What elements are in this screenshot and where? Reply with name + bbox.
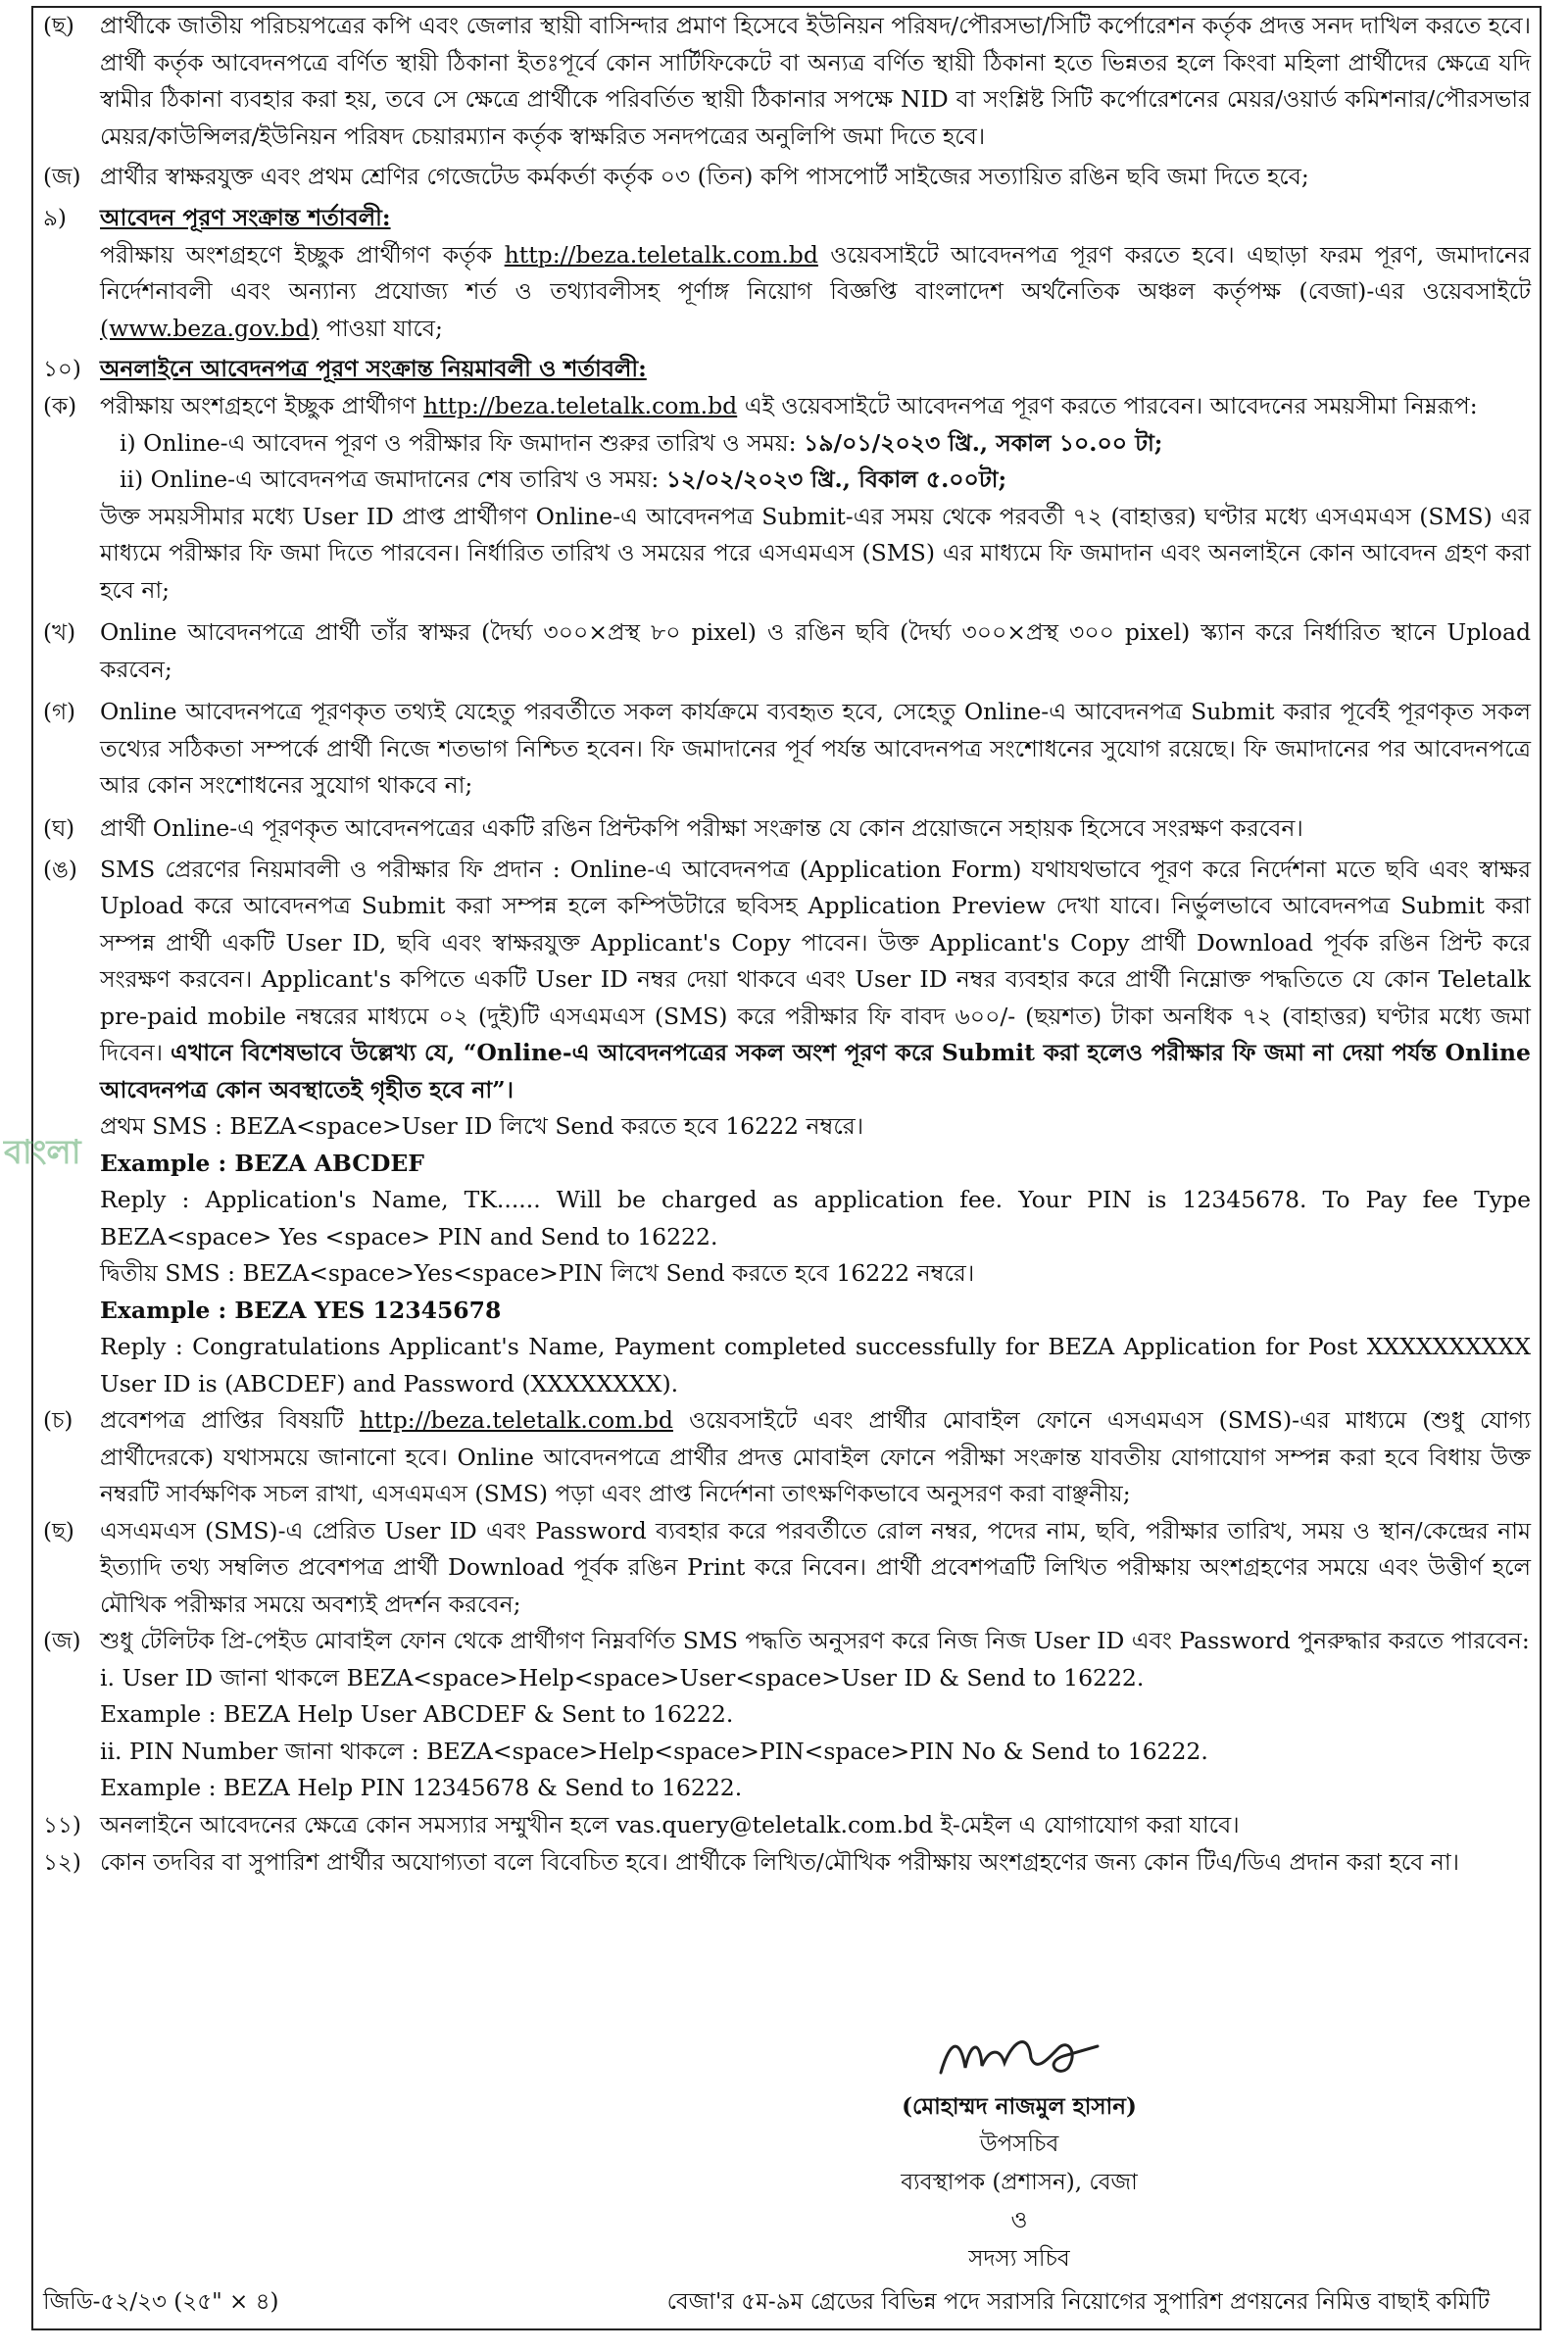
recovery-example-1: Example : BEZA Help User ABCDEF & Sent to 16222.	[100, 1700, 734, 1728]
clause-kha	[43, 614, 1531, 688]
sms-example-1: Example : BEZA ABCDEF	[100, 1149, 424, 1177]
signatory-role: ব্যবস্থাপক (প্রশাসন), বেজা	[901, 2170, 1138, 2195]
clause-text: প্রার্থী Online-এ পূরণকৃত আবেদনপত্রের একটি রঙিন প্রিন্টকপি পরীক্ষা সংক্রান্ত যে কোন প্রয়োজনে সহায়ক হিসেবে সংরক্ষণ করবেন।	[100, 813, 1303, 842]
section-title: আবেদন পূরণ সংক্রান্ত শর্তাবলী:	[100, 204, 391, 231]
section-text: ই-মেইল এ যোগাযোগ করা যাবে।	[940, 1810, 1240, 1838]
clause-gha	[43, 810, 1531, 848]
clause-marker: (চ)	[43, 1408, 74, 1434]
section-11	[43, 1807, 1531, 1844]
section-9	[43, 200, 1531, 347]
clause-ka	[43, 388, 1531, 609]
section-12	[43, 1844, 1531, 1882]
support-email-link[interactable]: vas.query@teletalk.com.bd	[615, 1810, 934, 1838]
end-date-label: ii) Online-এ আবেদনপত্র জমাদানের শেষ তারিখ ও সময়:	[120, 466, 660, 493]
recovery-example-2: Example : BEZA Help PIN 12345678 & Send to 16222.	[100, 1774, 743, 1801]
clause-marker: (খ)	[43, 620, 76, 646]
signatory-title: উপসচিব	[979, 2132, 1059, 2157]
clause-umo	[43, 852, 1531, 1403]
sms-reply-1: Reply : Application's Name, TK...... Will be charged as application fee. Your PIN is 12345678. To Pay fee Type BEZA<space> Yes <space> PIN and Send to 16222.	[100, 1186, 1531, 1250]
clause-text: প্রার্থীর স্বাক্ষরযুক্ত এবং প্রথম শ্রেণির গেজেটেড কর্মকর্তা কর্তৃক ০৩ (তিন) কপি পাসপোর্ট সাইজের সত্যায়িত রঙিন ছবি জমা দিতে হবে;	[100, 163, 1309, 190]
clause-marker: (জ)	[43, 165, 81, 190]
clause-text: SMS প্রেরণের নিয়মাবলী ও পরীক্ষার ফি প্রদান : Online-এ আবেদনপত্র (Application Form) যথাযথভাবে পূরণ করে নির্দেশনা মতে ছবি এবং স্বাক্ষর Upload করে আবেদনপত্র Submit করা সম্পন্ন হলে কম্পিউটারে ছবিসহ Application Preview দেখা যাবে। নির্ভুলভাবে আবেদনপত্র Submit করা সম্পন্ন প্রার্থী একটি User ID, ছবি এবং স্বাক্ষরযুক্ত Applicant's Copy পাবেন। উক্ত Applicant's Copy প্রার্থী Download পূর্বক রঙিন প্রিন্ট করে সংরক্ষণ করবেন। Applicant's কপিতে একটি User ID নম্বর দেয়া থাকবে এবং User ID নম্বর ব্যবহার করে প্রার্থী নিম্নোক্ত পদ্ধতিতে যে কোন Teletalk pre-paid mobile নম্বরের মাধ্যমে ০২ (দুই)টি এসএমএস (SMS) করে পরীক্ষার ফি বাবদ ৬০০/- (ছয়শত) টাকা অনধিক ৭২ (বাহাত্তর) ঘণ্টার মধ্যে জমা দিবেন।	[100, 855, 1531, 1066]
footer-committee: বেজা'র ৫ম-৯ম গ্রেডের বিভিন্ন পদে সরাসরি নিয়োগের সুপারিশ প্রণয়নের নিমিত্ত বাছাই কমিটি	[666, 2289, 1490, 2315]
section-text: অনলাইনে আবেদনের ক্ষেত্রে কোন সমস্যার সম্মুখীন হলে	[100, 1810, 610, 1838]
section-text: কোন তদবির বা সুপারিশ প্রার্থীর অযোগ্যতা বলে বিবেচিত হবে। প্রার্থীকে লিখিত/মৌখিক পরীক্ষায় অংশগ্রহণের জন্য কোন টিএ/ডিএ প্রদান করা হবে না।	[100, 1847, 1460, 1876]
signatory-role-2: সদস্য সচিব	[968, 2246, 1070, 2272]
signature-block	[823, 2019, 1215, 2278]
end-date-value: ১২/০২/২০২৩ খ্রি., বিকাল ৫.০০টা;	[665, 466, 1007, 493]
clause-ga	[43, 694, 1531, 805]
section-text: ওয়েবসাইটে আবেদনপত্র পূরণ করতে হবে। এছাড়া ফরম পূরণ, জমাদানের নির্দেশনাবলী এবং অন্যান্য প্রযোজ্য শর্ত ও তথ্যাবলীসহ পূর্ণাঙ্গ নিয়োগ বিজ্ঞপ্তি বাংলাদেশ অর্থনৈতিক অঞ্চল কর্তৃপক্ষ (বেজা)-এর ওয়েবসাইটে	[100, 240, 1531, 305]
section-text: পাওয়া যাবে;	[325, 314, 443, 342]
signatory-name: (মোহাম্মদ নাজমুল হাসান)	[902, 2093, 1137, 2120]
clause-marker: (জ)	[43, 1629, 81, 1654]
clause-marker: (গ)	[43, 700, 76, 725]
start-date-value: ১৯/০১/২০২৩ খ্রি., সকাল ১০.০০ টা;	[804, 428, 1163, 457]
clause-text: শুধু টেলিটক প্রি-পেইড মোবাইল ফোন থেকে প্রার্থীগণ নিম্নবর্ণিত SMS পদ্ধতি অনুসরণ করে নিজ নিজ User ID এবং Password পুনরুদ্ধার করতে পারবেন:	[100, 1627, 1530, 1654]
signatory-and: ও	[1010, 2208, 1028, 2233]
clause-text: এই ওয়েবসাইটে আবেদনপত্র পূরণ করতে পারবেন। আবেদনের সময়সীমা নিম্নরূপ:	[744, 392, 1478, 419]
clause-ja-1	[43, 159, 1531, 196]
clause-marker: (ছ)	[43, 14, 74, 39]
sms-second: দ্বিতীয় SMS : BEZA<space>Yes<space>PIN লিখে Send করতে হবে 16222 নম্বরে।	[100, 1259, 975, 1287]
section-text: পরীক্ষায় অংশগ্রহণে ইচ্ছুক প্রার্থীগণ কর্তৃক	[100, 240, 493, 269]
clause-marker: (ক)	[43, 394, 77, 419]
clause-marker: (ঘ)	[43, 815, 75, 842]
clause-text: প্রবেশপত্র প্রাপ্তির বিষয়টি	[100, 1406, 344, 1434]
clause-text: প্রার্থীকে জাতীয় পরিচয়পত্রের কপি এবং জেলার স্থায়ী বাসিন্দার প্রমাণ হিসেবে ইউনিয়ন পরিষদ/পৌরসভা/সিটি কর্পোরেশন কর্তৃক প্রদত্ত সনদ দাখিল করতে হবে। প্রার্থী কর্তৃক আবেদনপত্রে বর্ণিত স্থায়ী ঠিকানা ইতঃপূর্বে কোন সার্টিফিকেটে বা অন্যত্র বর্ণিত স্থায়ী ঠিকানা হতে ভিন্নতর হলে কিংবা মহিলা প্রার্থীদের ক্ষেত্রে যদি স্বামীর ঠিকানা ব্যবহার করা হয়, তবে সে ক্ষেত্রে প্রার্থীকে পরিবর্তিত স্থায়ী ঠিকানার সপক্ষে NID বা সংশ্লিষ্ট সিটি কর্পোরেশনের মেয়র/ওয়ার্ড কমিশনার/পৌরসভার মেয়র/কাউন্সিলর/ইউনিয়ন পরিষদ চেয়ারম্যান কর্তৃক স্বাক্ষরিত সনদপত্রের অনুলিপি জমা দিতে হবে।	[100, 12, 1531, 150]
clause-text: এসএমএস (SMS)-এ প্রেরিত User ID এবং Password ব্যবহার করে পরবর্তীতে রোল নম্বর, পদের নাম, ছবি, পরীক্ষার তারিখ, সময় ও স্থান/কেন্দ্রের নাম ইত্যাদি তথ্য সম্বলিত প্রবেশপত্র প্রার্থী Download পূর্বক রঙিন Print করে নিবেন। প্রার্থী প্রবেশপত্রটি লিখিত পরীক্ষায় অংশগ্রহণের সময়ে এবং উত্তীর্ণ হলে মৌখিক পরীক্ষার সময়ে অবশ্যই প্রদর্শন করবেন;	[100, 1516, 1531, 1618]
document-body	[43, 8, 1531, 1882]
clause-text: Online আবেদনপত্রে প্রার্থী তাঁর স্বাক্ষর (দৈর্ঘ্য ৩০০×প্রস্থ ৮০ pixel) ও রঙিন ছবি (দৈর্ঘ্য ৩০০×প্রস্থ ৩০০ pixel) স্ক্যান করে নির্ধারিত স্থানে Upload করবেন;	[100, 618, 1531, 683]
sms-example-2: Example : BEZA YES 12345678	[100, 1296, 502, 1324]
section-marker: ১২)	[43, 1849, 81, 1876]
watermark-text: বাংলা	[4, 1133, 81, 1172]
section-10	[43, 351, 1531, 388]
start-date-line	[100, 425, 1531, 463]
clause-cha	[43, 1402, 1531, 1513]
start-date-label: i) Online-এ আবেদন পূরণ ও পরীক্ষার ফি জমাদান শুরুর তারিখ ও সময়:	[120, 428, 797, 457]
section-marker: ৯)	[43, 206, 67, 231]
clause-chha-2	[43, 1513, 1531, 1624]
clause-ja-2	[43, 1623, 1531, 1807]
section-marker: ১০)	[43, 357, 81, 382]
clause-emphasis: এখানে বিশেষভাবে উল্লেখ্য যে, “Online-এ আবেদনপত্রের সকল অংশ পূরণ করে Submit করা হলেও পরীক্ষার ফি জমা না দেয়া পর্যন্ত Online আবেদনপত্র কোন অবস্থাতেই গৃহীত হবে না”।	[100, 1039, 1531, 1103]
clause-marker: (ঙ)	[43, 857, 77, 883]
footer-reference: জিডি-৫২/২৩ (২৫" × ৪)	[43, 2289, 279, 2315]
teletalk-link[interactable]: http://beza.teletalk.com.bd	[504, 240, 818, 269]
clause-text: ওয়েবসাইটে এবং প্রার্থীর মোবাইল ফোনে এসএমএস (SMS)-এর মাধ্যমে (শুধু যোগ্য প্রার্থীদেরকে) যথাসময়ে জানানো হবে। Online আবেদনপত্রে প্রার্থীর প্রদত্ত মোবাইল ফোনে পরীক্ষা সংক্রান্ত যাবতীয় যোগাযোগ সম্পন্ন করা হবে বিধায় উক্ত নম্বরটি সার্বক্ষণিক সচল রাখা, এসএমএস (SMS) পড়া এবং প্রাপ্ত নির্দেশনা তাৎক্ষণিকভাবে অনুসরণ করা বাঞ্ছনীয়;	[100, 1406, 1531, 1507]
beza-website-link[interactable]: (www.beza.gov.bd)	[100, 314, 319, 342]
clause-marker: (ছ)	[43, 1518, 74, 1544]
end-date-line	[100, 462, 1531, 499]
clause-chha-1	[43, 8, 1531, 155]
clause-text: Online আবেদনপত্রে পূরণকৃত তথ্যই যেহেতু পরবর্তীতে সকল কার্যক্রমে ব্যবহৃত হবে, সেহেতু Online-এ আবেদনপত্র Submit করার পূর্বেই পূরণকৃত সকল তথ্যের সঠিকতা সম্পর্কে প্রার্থী নিজে শতভাগ নিশ্চিত হবেন। ফি জমাদানের পূর্ব পর্যন্ত আবেদনপত্র সংশোধনের সুযোগ রয়েছে। ফি জমাদানের পর আবেদনপত্রে আর কোন সংশোধনের সুযোগ থাকবে না;	[100, 698, 1531, 799]
clause-text: উক্ত সময়সীমার মধ্যে User ID প্রাপ্ত প্রার্থীগণ Online-এ আবেদনপত্র Submit-এর সময় থেকে পরবর্তী ৭২ (বাহাত্তর) ঘণ্টার মধ্যে এসএমএস (SMS) এর মাধ্যমে পরীক্ষার ফি জমা দিতে পারবেন। নির্ধারিত তারিখ ও সময়ের পরে এসএমএস (SMS) এর মাধ্যমে ফি জমাদান এবং অনলাইনে কোন আবেদন গ্রহণ করা হবে না;	[100, 502, 1531, 604]
sms-first: প্রথম SMS : BEZA<space>User ID লিখে Send করতে হবে 16222 নম্বরে।	[100, 1112, 864, 1140]
sms-reply-2: Reply : Congratulations Applicant's Name, Payment completed successfully for BEZA Application for Post XXXXXXXXXX User ID is (ABCDEF) and Password (XXXXXXXX).	[100, 1333, 1531, 1397]
recovery-pin: ii. PIN Number জানা থাকলে : BEZA<space>Help<space>PIN<space>PIN No & Send to 16222.	[100, 1737, 1208, 1765]
teletalk-link[interactable]: http://beza.teletalk.com.bd	[422, 392, 738, 419]
signature-icon	[921, 2019, 1117, 2087]
clause-text: পরীক্ষায় অংশগ্রহণে ইচ্ছুক প্রার্থীগণ	[100, 392, 416, 419]
teletalk-link[interactable]: http://beza.teletalk.com.bd	[359, 1406, 673, 1434]
section-marker: ১১)	[43, 1812, 81, 1838]
section-title: অনলাইনে আবেদনপত্র পূরণ সংক্রান্ত নিয়মাবলী ও শর্তাবলী:	[100, 355, 647, 382]
recovery-user-id: i. User ID জানা থাকলে BEZA<space>Help<space>User<space>User ID & Send to 16222.	[100, 1663, 1145, 1691]
